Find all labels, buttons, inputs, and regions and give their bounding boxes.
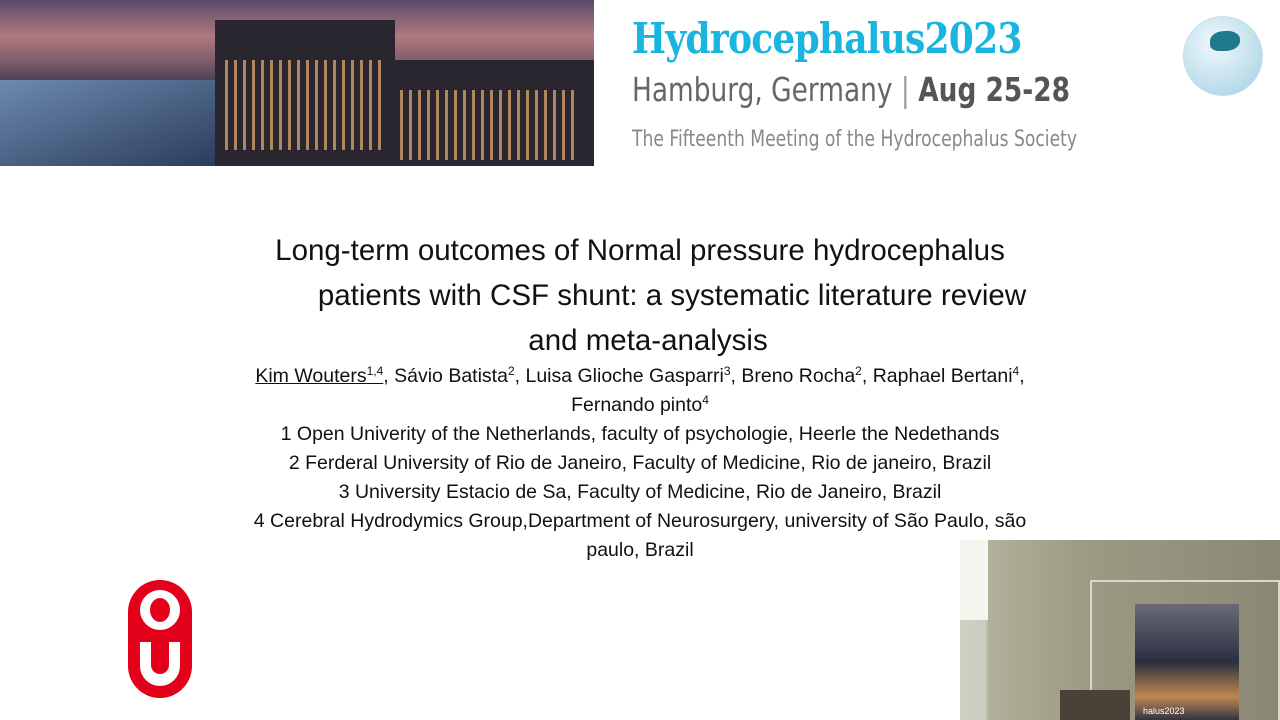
conference-subtitle: The Fifteenth Meeting of the Hydrocephalus Society bbox=[632, 127, 1078, 152]
hydrocephalus-society-logo bbox=[1183, 16, 1263, 96]
conference-location-dates bbox=[632, 70, 1070, 109]
conference-title: Hydrocephalus2023 bbox=[632, 14, 1022, 63]
separator: | bbox=[900, 70, 910, 109]
podium bbox=[1060, 690, 1130, 720]
author-list: Kim Wouters$^{1,4}$, Sávio Batista$^2$, Luisa Glioche Gasparri$^3$, Breno Rocha$^2$, Raphael Bertani$^4$, Fernando pinto$^4$ bbox=[255, 364, 1025, 416]
author: Raphael Bertani$^4$ bbox=[872, 364, 1020, 387]
author: Breno Rocha$^2$ bbox=[741, 364, 862, 387]
hamburg-banner-image bbox=[0, 0, 594, 166]
affiliation: 3 University Estacio de Sa, Faculty of Medicine, Rio de Janeiro, Brazil bbox=[338, 481, 942, 503]
author: Sávio Batista$^2$ bbox=[394, 364, 515, 387]
affiliation: 1 Open Univerity of the Netherlands, faculty of psychologie, Heerle the Nedethands bbox=[280, 423, 1000, 445]
title-line: patients with CSF shunt: a systematic literature review bbox=[317, 279, 1027, 312]
presenting-author: Kim Wouters$^{1,4}$ bbox=[255, 364, 384, 387]
speaker-video-feed bbox=[960, 540, 1280, 720]
conference-poster bbox=[1135, 604, 1239, 720]
slide-title bbox=[200, 228, 1080, 363]
title-line: Long-term outcomes of Normal pressure hydrocephalus bbox=[275, 234, 1005, 267]
open-university-logo bbox=[128, 580, 192, 698]
poster-text: halus2023 bbox=[1143, 706, 1185, 716]
conference-location: Hamburg, Germany bbox=[632, 70, 893, 109]
affiliation: paulo, Brazil bbox=[586, 539, 694, 561]
affiliation: 4 Cerebral Hydrodymics Group,Department of Neurosurgery, university of São Paulo, são bbox=[253, 510, 1027, 532]
authors-block bbox=[200, 362, 1080, 565]
author: Luisa Glioche Gasparri$^3$ bbox=[525, 364, 731, 387]
author: Fernando pinto$^4$ bbox=[571, 393, 709, 416]
affiliation: 2 Ferderal University of Rio de Janeiro, Faculty of Medicine, Rio de janeiro, Brazil bbox=[288, 452, 992, 474]
title-line: and meta-analysis bbox=[528, 324, 768, 357]
conference-dates: Aug 25-28 bbox=[918, 70, 1070, 109]
